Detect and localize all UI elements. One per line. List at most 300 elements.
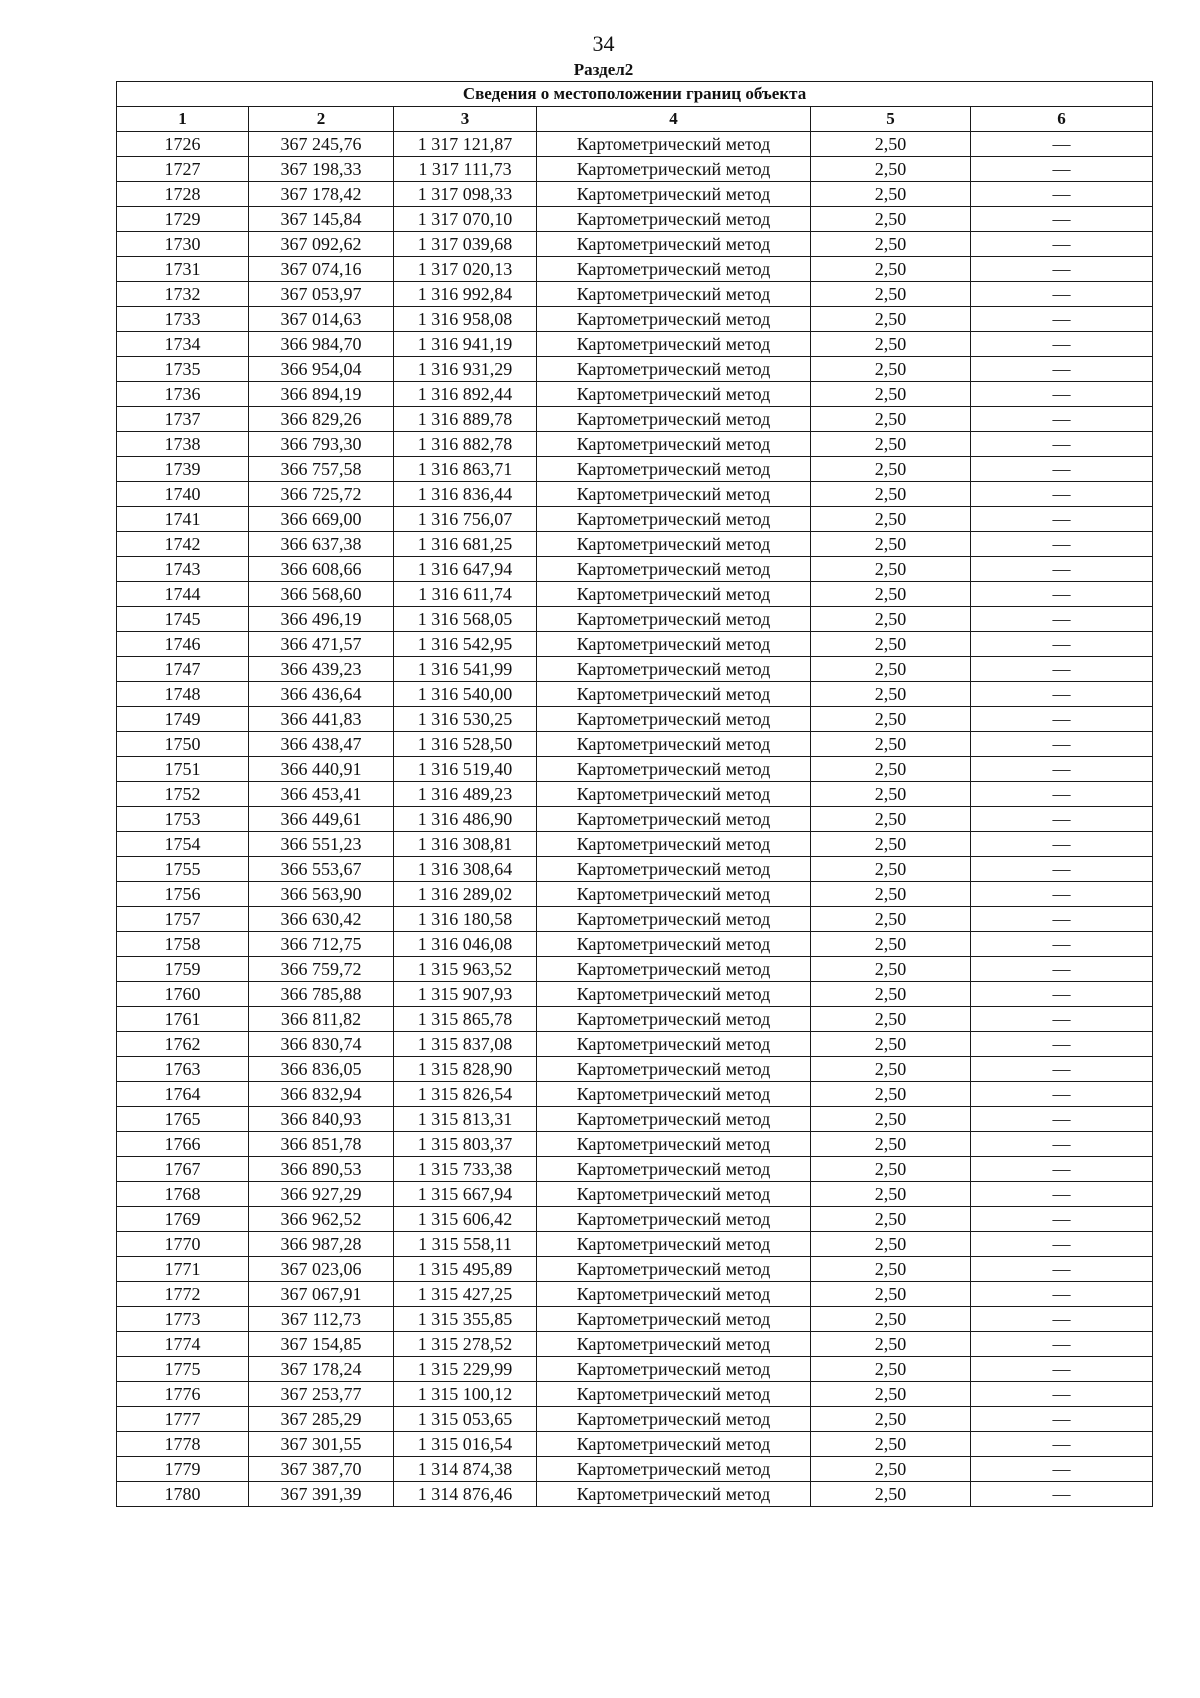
- description-cell: —: [971, 932, 1153, 957]
- x-coordinate-cell: 367 067,91: [249, 1282, 394, 1307]
- accuracy-cell: 2,50: [811, 982, 971, 1007]
- description-cell: —: [971, 532, 1153, 557]
- table-caption: Сведения о местоположении границ объекта: [117, 82, 1153, 107]
- table-row: [117, 657, 1153, 682]
- point-number-cell: 1771: [117, 1257, 249, 1282]
- method-cell: Картометрический метод: [537, 932, 811, 957]
- accuracy-cell: 2,50: [811, 807, 971, 832]
- accuracy-cell: 2,50: [811, 732, 971, 757]
- table-row: [117, 1332, 1153, 1357]
- table-row: [117, 507, 1153, 532]
- x-coordinate-cell: 366 811,82: [249, 1007, 394, 1032]
- method-cell: Картометрический метод: [537, 332, 811, 357]
- y-coordinate-cell: 1 316 489,23: [394, 782, 537, 807]
- accuracy-cell: 2,50: [811, 357, 971, 382]
- method-cell: Картометрический метод: [537, 457, 811, 482]
- x-coordinate-cell: 366 441,83: [249, 707, 394, 732]
- x-coordinate-cell: 367 387,70: [249, 1457, 394, 1482]
- y-coordinate-cell: 1 315 803,37: [394, 1132, 537, 1157]
- description-cell: —: [971, 257, 1153, 282]
- x-coordinate-cell: 366 894,19: [249, 382, 394, 407]
- description-cell: —: [971, 207, 1153, 232]
- method-cell: Картометрический метод: [537, 1157, 811, 1182]
- y-coordinate-cell: 1 316 308,81: [394, 832, 537, 857]
- accuracy-cell: 2,50: [811, 132, 971, 157]
- table-body: [117, 132, 1153, 1507]
- x-coordinate-cell: 367 391,39: [249, 1482, 394, 1507]
- x-coordinate-cell: 366 830,74: [249, 1032, 394, 1057]
- point-number-cell: 1770: [117, 1232, 249, 1257]
- accuracy-cell: 2,50: [811, 1182, 971, 1207]
- table-row: [117, 907, 1153, 932]
- table-row: [117, 157, 1153, 182]
- column-header: 4: [537, 107, 811, 132]
- point-number-cell: 1774: [117, 1332, 249, 1357]
- accuracy-cell: 2,50: [811, 482, 971, 507]
- table-row: [117, 382, 1153, 407]
- y-coordinate-cell: 1 316 931,29: [394, 357, 537, 382]
- x-coordinate-cell: 367 023,06: [249, 1257, 394, 1282]
- description-cell: —: [971, 1357, 1153, 1382]
- table-row: [117, 1032, 1153, 1057]
- x-coordinate-cell: 367 178,42: [249, 182, 394, 207]
- method-cell: Картометрический метод: [537, 632, 811, 657]
- accuracy-cell: 2,50: [811, 532, 971, 557]
- boundary-coordinates-table: [116, 81, 1153, 1507]
- x-coordinate-cell: 367 145,84: [249, 207, 394, 232]
- point-number-cell: 1739: [117, 457, 249, 482]
- x-coordinate-cell: 367 074,16: [249, 257, 394, 282]
- y-coordinate-cell: 1 317 111,73: [394, 157, 537, 182]
- x-coordinate-cell: 367 092,62: [249, 232, 394, 257]
- point-number-cell: 1755: [117, 857, 249, 882]
- x-coordinate-cell: 366 851,78: [249, 1132, 394, 1157]
- y-coordinate-cell: 1 315 733,38: [394, 1157, 537, 1182]
- y-coordinate-cell: 1 316 289,02: [394, 882, 537, 907]
- x-coordinate-cell: 367 245,76: [249, 132, 394, 157]
- accuracy-cell: 2,50: [811, 1407, 971, 1432]
- point-number-cell: 1727: [117, 157, 249, 182]
- point-number-cell: 1745: [117, 607, 249, 632]
- accuracy-cell: 2,50: [811, 1107, 971, 1132]
- section-title: Раздел2: [573, 60, 634, 79]
- y-coordinate-cell: 1 317 070,10: [394, 207, 537, 232]
- point-number-cell: 1726: [117, 132, 249, 157]
- page-number: 34: [592, 31, 615, 56]
- table-row: [117, 1257, 1153, 1282]
- method-cell: Картометрический метод: [537, 1132, 811, 1157]
- x-coordinate-cell: 366 440,91: [249, 757, 394, 782]
- method-cell: Картометрический метод: [537, 907, 811, 932]
- y-coordinate-cell: 1 316 528,50: [394, 732, 537, 757]
- y-coordinate-cell: 1 317 121,87: [394, 132, 537, 157]
- table-row: [117, 982, 1153, 1007]
- y-coordinate-cell: 1 315 427,25: [394, 1282, 537, 1307]
- accuracy-cell: 2,50: [811, 182, 971, 207]
- y-coordinate-cell: 1 316 486,90: [394, 807, 537, 832]
- table-row: [117, 957, 1153, 982]
- method-cell: Картометрический метод: [537, 707, 811, 732]
- point-number-cell: 1728: [117, 182, 249, 207]
- accuracy-cell: 2,50: [811, 457, 971, 482]
- point-number-cell: 1753: [117, 807, 249, 832]
- method-cell: Картометрический метод: [537, 1407, 811, 1432]
- method-cell: Картометрический метод: [537, 482, 811, 507]
- table-row: [117, 482, 1153, 507]
- table-row: [117, 357, 1153, 382]
- accuracy-cell: 2,50: [811, 332, 971, 357]
- method-cell: Картометрический метод: [537, 1382, 811, 1407]
- method-cell: Картометрический метод: [537, 1357, 811, 1382]
- description-cell: —: [971, 507, 1153, 532]
- method-cell: Картометрический метод: [537, 1057, 811, 1082]
- accuracy-cell: 2,50: [811, 857, 971, 882]
- accuracy-cell: 2,50: [811, 407, 971, 432]
- accuracy-cell: 2,50: [811, 832, 971, 857]
- point-number-cell: 1777: [117, 1407, 249, 1432]
- description-cell: —: [971, 732, 1153, 757]
- x-coordinate-cell: 366 793,30: [249, 432, 394, 457]
- description-cell: —: [971, 182, 1153, 207]
- accuracy-cell: 2,50: [811, 232, 971, 257]
- x-coordinate-cell: 366 551,23: [249, 832, 394, 857]
- description-cell: —: [971, 957, 1153, 982]
- x-coordinate-cell: 366 637,38: [249, 532, 394, 557]
- accuracy-cell: 2,50: [811, 782, 971, 807]
- accuracy-cell: 2,50: [811, 282, 971, 307]
- point-number-cell: 1751: [117, 757, 249, 782]
- accuracy-cell: 2,50: [811, 1032, 971, 1057]
- accuracy-cell: 2,50: [811, 882, 971, 907]
- y-coordinate-cell: 1 315 100,12: [394, 1382, 537, 1407]
- y-coordinate-cell: 1 316 892,44: [394, 382, 537, 407]
- y-coordinate-cell: 1 316 180,58: [394, 907, 537, 932]
- y-coordinate-cell: 1 315 828,90: [394, 1057, 537, 1082]
- description-cell: —: [971, 1382, 1153, 1407]
- point-number-cell: 1731: [117, 257, 249, 282]
- method-cell: Картометрический метод: [537, 1007, 811, 1032]
- point-number-cell: 1759: [117, 957, 249, 982]
- y-coordinate-cell: 1 316 308,64: [394, 857, 537, 882]
- table-row: [117, 207, 1153, 232]
- description-cell: —: [971, 557, 1153, 582]
- column-header: 2: [249, 107, 394, 132]
- method-cell: Картометрический метод: [537, 732, 811, 757]
- accuracy-cell: 2,50: [811, 207, 971, 232]
- column-header: 6: [971, 107, 1153, 132]
- description-cell: —: [971, 232, 1153, 257]
- point-number-cell: 1744: [117, 582, 249, 607]
- accuracy-cell: 2,50: [811, 1307, 971, 1332]
- y-coordinate-cell: 1 314 876,46: [394, 1482, 537, 1507]
- x-coordinate-cell: 366 439,23: [249, 657, 394, 682]
- description-cell: —: [971, 1007, 1153, 1032]
- point-number-cell: 1748: [117, 682, 249, 707]
- accuracy-cell: 2,50: [811, 1157, 971, 1182]
- method-cell: Картометрический метод: [537, 857, 811, 882]
- description-cell: —: [971, 757, 1153, 782]
- description-cell: —: [971, 282, 1153, 307]
- method-cell: Картометрический метод: [537, 607, 811, 632]
- x-coordinate-cell: 366 987,28: [249, 1232, 394, 1257]
- description-cell: —: [971, 1432, 1153, 1457]
- x-coordinate-cell: 366 829,26: [249, 407, 394, 432]
- accuracy-cell: 2,50: [811, 432, 971, 457]
- method-cell: Картометрический метод: [537, 282, 811, 307]
- method-cell: Картометрический метод: [537, 532, 811, 557]
- description-cell: —: [971, 1257, 1153, 1282]
- x-coordinate-cell: 366 630,42: [249, 907, 394, 932]
- table-row: [117, 1107, 1153, 1132]
- table-row: [117, 1482, 1153, 1507]
- method-cell: Картометрический метод: [537, 357, 811, 382]
- accuracy-cell: 2,50: [811, 1382, 971, 1407]
- y-coordinate-cell: 1 316 542,95: [394, 632, 537, 657]
- table-row: [117, 757, 1153, 782]
- point-number-cell: 1735: [117, 357, 249, 382]
- description-cell: —: [971, 682, 1153, 707]
- description-cell: —: [971, 582, 1153, 607]
- point-number-cell: 1741: [117, 507, 249, 532]
- method-cell: Картометрический метод: [537, 1432, 811, 1457]
- x-coordinate-cell: 367 014,63: [249, 307, 394, 332]
- y-coordinate-cell: 1 315 907,93: [394, 982, 537, 1007]
- y-coordinate-cell: 1 316 540,00: [394, 682, 537, 707]
- method-cell: Картометрический метод: [537, 257, 811, 282]
- y-coordinate-cell: 1 316 046,08: [394, 932, 537, 957]
- point-number-cell: 1776: [117, 1382, 249, 1407]
- point-number-cell: 1746: [117, 632, 249, 657]
- method-cell: Картометрический метод: [537, 307, 811, 332]
- method-cell: Картометрический метод: [537, 1482, 811, 1507]
- point-number-cell: 1729: [117, 207, 249, 232]
- x-coordinate-cell: 366 832,94: [249, 1082, 394, 1107]
- method-cell: Картометрический метод: [537, 757, 811, 782]
- x-coordinate-cell: 367 301,55: [249, 1432, 394, 1457]
- method-cell: Картометрический метод: [537, 1082, 811, 1107]
- description-cell: —: [971, 1207, 1153, 1232]
- table-row: [117, 1282, 1153, 1307]
- method-cell: Картометрический метод: [537, 832, 811, 857]
- accuracy-cell: 2,50: [811, 657, 971, 682]
- accuracy-cell: 2,50: [811, 1282, 971, 1307]
- description-cell: —: [971, 882, 1153, 907]
- table-row: [117, 1132, 1153, 1157]
- description-cell: —: [971, 482, 1153, 507]
- x-coordinate-cell: 366 669,00: [249, 507, 394, 532]
- y-coordinate-cell: 1 315 837,08: [394, 1032, 537, 1057]
- accuracy-cell: 2,50: [811, 507, 971, 532]
- table-row: [117, 782, 1153, 807]
- y-coordinate-cell: 1 315 558,11: [394, 1232, 537, 1257]
- accuracy-cell: 2,50: [811, 1007, 971, 1032]
- method-cell: Картометрический метод: [537, 557, 811, 582]
- method-cell: Картометрический метод: [537, 1332, 811, 1357]
- x-coordinate-cell: 366 436,64: [249, 682, 394, 707]
- x-coordinate-cell: 366 553,67: [249, 857, 394, 882]
- table-row: [117, 532, 1153, 557]
- table-row: [117, 632, 1153, 657]
- table-row: [117, 1232, 1153, 1257]
- description-cell: —: [971, 607, 1153, 632]
- point-number-cell: 1730: [117, 232, 249, 257]
- description-cell: —: [971, 1232, 1153, 1257]
- y-coordinate-cell: 1 315 355,85: [394, 1307, 537, 1332]
- method-cell: Картометрический метод: [537, 682, 811, 707]
- point-number-cell: 1750: [117, 732, 249, 757]
- description-cell: —: [971, 1282, 1153, 1307]
- description-cell: —: [971, 1332, 1153, 1357]
- point-number-cell: 1737: [117, 407, 249, 432]
- method-cell: Картометрический метод: [537, 507, 811, 532]
- y-coordinate-cell: 1 316 882,78: [394, 432, 537, 457]
- accuracy-cell: 2,50: [811, 957, 971, 982]
- column-header-row: [117, 107, 1153, 132]
- point-number-cell: 1766: [117, 1132, 249, 1157]
- accuracy-cell: 2,50: [811, 907, 971, 932]
- description-cell: —: [971, 1082, 1153, 1107]
- table-row: [117, 1457, 1153, 1482]
- accuracy-cell: 2,50: [811, 1257, 971, 1282]
- method-cell: Картометрический метод: [537, 382, 811, 407]
- x-coordinate-cell: 366 759,72: [249, 957, 394, 982]
- point-number-cell: 1736: [117, 382, 249, 407]
- point-number-cell: 1743: [117, 557, 249, 582]
- table-row: [117, 1407, 1153, 1432]
- description-cell: —: [971, 857, 1153, 882]
- accuracy-cell: 2,50: [811, 157, 971, 182]
- y-coordinate-cell: 1 315 963,52: [394, 957, 537, 982]
- x-coordinate-cell: 367 112,73: [249, 1307, 394, 1332]
- x-coordinate-cell: 366 954,04: [249, 357, 394, 382]
- y-coordinate-cell: 1 316 863,71: [394, 457, 537, 482]
- description-cell: —: [971, 1482, 1153, 1507]
- accuracy-cell: 2,50: [811, 707, 971, 732]
- table-row: [117, 1082, 1153, 1107]
- description-cell: —: [971, 1132, 1153, 1157]
- method-cell: Картометрический метод: [537, 432, 811, 457]
- point-number-cell: 1742: [117, 532, 249, 557]
- y-coordinate-cell: 1 316 889,78: [394, 407, 537, 432]
- description-cell: —: [971, 457, 1153, 482]
- point-number-cell: 1754: [117, 832, 249, 857]
- table-row: [117, 457, 1153, 482]
- table-row: [117, 282, 1153, 307]
- description-cell: —: [971, 707, 1153, 732]
- method-cell: Картометрический метод: [537, 882, 811, 907]
- method-cell: Картометрический метод: [537, 407, 811, 432]
- method-cell: Картометрический метод: [537, 232, 811, 257]
- x-coordinate-cell: 366 757,58: [249, 457, 394, 482]
- y-coordinate-cell: 1 315 865,78: [394, 1007, 537, 1032]
- table-row: [117, 807, 1153, 832]
- table-row: [117, 132, 1153, 157]
- method-cell: Картометрический метод: [537, 1257, 811, 1282]
- x-coordinate-cell: 366 453,41: [249, 782, 394, 807]
- description-cell: —: [971, 832, 1153, 857]
- y-coordinate-cell: 1 316 756,07: [394, 507, 537, 532]
- y-coordinate-cell: 1 316 836,44: [394, 482, 537, 507]
- column-header: 1: [117, 107, 249, 132]
- y-coordinate-cell: 1 316 647,94: [394, 557, 537, 582]
- x-coordinate-cell: 366 471,57: [249, 632, 394, 657]
- x-coordinate-cell: 367 178,24: [249, 1357, 394, 1382]
- description-cell: —: [971, 1182, 1153, 1207]
- point-number-cell: 1767: [117, 1157, 249, 1182]
- point-number-cell: 1740: [117, 482, 249, 507]
- point-number-cell: 1733: [117, 307, 249, 332]
- point-number-cell: 1732: [117, 282, 249, 307]
- y-coordinate-cell: 1 317 039,68: [394, 232, 537, 257]
- description-cell: —: [971, 782, 1153, 807]
- accuracy-cell: 2,50: [811, 632, 971, 657]
- x-coordinate-cell: 366 840,93: [249, 1107, 394, 1132]
- point-number-cell: 1769: [117, 1207, 249, 1232]
- description-cell: —: [971, 1307, 1153, 1332]
- accuracy-cell: 2,50: [811, 382, 971, 407]
- point-number-cell: 1761: [117, 1007, 249, 1032]
- accuracy-cell: 2,50: [811, 582, 971, 607]
- description-cell: —: [971, 907, 1153, 932]
- point-number-cell: 1734: [117, 332, 249, 357]
- x-coordinate-cell: 367 253,77: [249, 1382, 394, 1407]
- point-number-cell: 1772: [117, 1282, 249, 1307]
- accuracy-cell: 2,50: [811, 307, 971, 332]
- accuracy-cell: 2,50: [811, 1432, 971, 1457]
- y-coordinate-cell: 1 315 495,89: [394, 1257, 537, 1282]
- table-row: [117, 1182, 1153, 1207]
- point-number-cell: 1749: [117, 707, 249, 732]
- description-cell: —: [971, 407, 1153, 432]
- method-cell: Картометрический метод: [537, 1282, 811, 1307]
- method-cell: Картометрический метод: [537, 1307, 811, 1332]
- x-coordinate-cell: 366 836,05: [249, 1057, 394, 1082]
- description-cell: —: [971, 1407, 1153, 1432]
- table-row: [117, 857, 1153, 882]
- point-number-cell: 1780: [117, 1482, 249, 1507]
- point-number-cell: 1779: [117, 1457, 249, 1482]
- x-coordinate-cell: 366 563,90: [249, 882, 394, 907]
- x-coordinate-cell: 366 496,19: [249, 607, 394, 632]
- table-row: [117, 1382, 1153, 1407]
- accuracy-cell: 2,50: [811, 1457, 971, 1482]
- accuracy-cell: 2,50: [811, 682, 971, 707]
- point-number-cell: 1763: [117, 1057, 249, 1082]
- table-row: [117, 582, 1153, 607]
- accuracy-cell: 2,50: [811, 932, 971, 957]
- point-number-cell: 1762: [117, 1032, 249, 1057]
- description-cell: —: [971, 357, 1153, 382]
- x-coordinate-cell: 366 984,70: [249, 332, 394, 357]
- accuracy-cell: 2,50: [811, 1057, 971, 1082]
- accuracy-cell: 2,50: [811, 1357, 971, 1382]
- accuracy-cell: 2,50: [811, 607, 971, 632]
- table-row: [117, 882, 1153, 907]
- y-coordinate-cell: 1 317 020,13: [394, 257, 537, 282]
- x-coordinate-cell: 366 725,72: [249, 482, 394, 507]
- x-coordinate-cell: 366 568,60: [249, 582, 394, 607]
- description-cell: —: [971, 1057, 1153, 1082]
- point-number-cell: 1768: [117, 1182, 249, 1207]
- method-cell: Картометрический метод: [537, 132, 811, 157]
- method-cell: Картометрический метод: [537, 207, 811, 232]
- point-number-cell: 1752: [117, 782, 249, 807]
- description-cell: —: [971, 307, 1153, 332]
- method-cell: Картометрический метод: [537, 1182, 811, 1207]
- method-cell: Картометрический метод: [537, 1457, 811, 1482]
- method-cell: Картометрический метод: [537, 957, 811, 982]
- point-number-cell: 1760: [117, 982, 249, 1007]
